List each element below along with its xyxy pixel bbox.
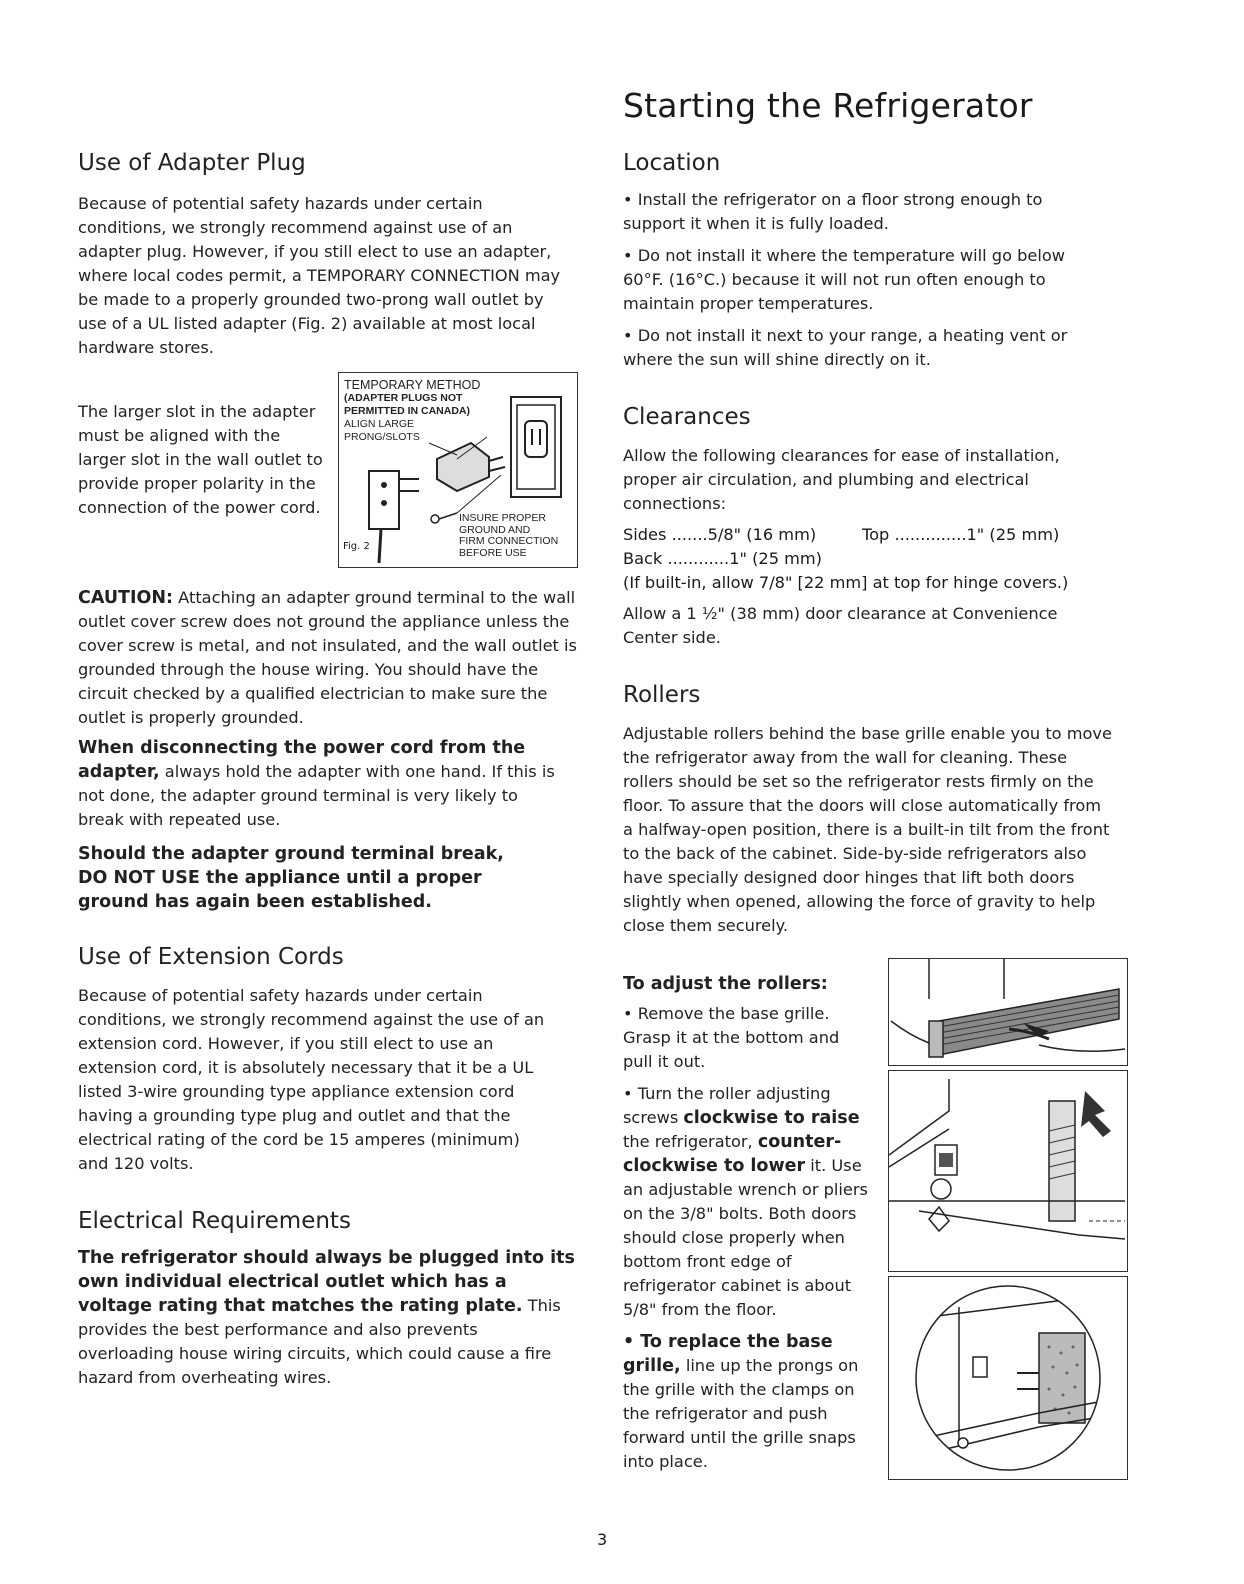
fig-line-align-large: ALIGN LARGE: [344, 418, 415, 430]
fig-label: Fig. 2: [343, 541, 370, 552]
disconnect-paragraph: [78, 736, 568, 832]
replace-bold: • To replace the base grille,: [623, 1332, 833, 1376]
replace-text: line up the prongs on the grille with the clamps on the refrigerator and push forward until the grille snaps into place.: [623, 1356, 859, 1471]
clearance-door: Allow a 1 ½" (38 mm) door clearance at Convenience Center side.: [623, 604, 1058, 647]
caution-paragraph: [78, 586, 578, 730]
caution-label: CAUTION:: [78, 588, 174, 608]
fig-line-before: BEFORE USE: [459, 546, 527, 559]
fig-line-ground: GROUND AND: [459, 523, 531, 536]
clearance-sides: Sides .......5/8" (16 mm): [623, 525, 817, 544]
fig-line-insure: INSURE PROPER: [459, 512, 546, 524]
location-heading: Location: [623, 150, 721, 176]
adapter-polarity-paragraph: The larger slot in the adapter must be aligned with the larger slot in the wall outlet to provide proper polarity in the connection of the power cord.: [78, 402, 323, 517]
electrical-heading: Electrical Requirements: [78, 1208, 351, 1234]
clearance-back: Back ............1" (25 mm): [623, 549, 822, 568]
fig-line-firm: FIRM CONNECTION: [459, 535, 559, 547]
adjust-rollers-heading: To adjust the rollers:: [623, 974, 828, 994]
location-bullet-2: • Do not install it where the temperature will go below 60°F. (16°C.) because it will not run often enough to maintain proper temperatures.: [623, 246, 1065, 313]
fig-line-prong-slots: PRONG/SLOTS: [344, 431, 420, 443]
grille-replace-figure: [888, 1276, 1128, 1480]
adapter-paragraph: Because of potential safety hazards under certain conditions, we strongly recommend against use of an adapter plug. However, if you still elect to use an adapter, where local codes permit, a TEMPORARY CONNECTION may be made to a properly grounded two-prong wall outlet by use of a UL listed adapter (Fig. 2) available at most local hardware stores.: [78, 194, 561, 357]
turn-text-d: it. Use an adjustable wrench or pliers on the 3/8" bolts. Both doors should close properly when bottom front edge of refrigerator cabinet is about 5/8" from the floor.: [623, 1156, 868, 1319]
electrical-text: This provides the best performance and also prevents overloading house wiring circuits, which could cause a fire hazard from overheating wires.: [78, 1296, 561, 1387]
extension-paragraph: Because of potential safety hazards under certain conditions, we strongly recommend against the use of an extension cord. However, if you still elect to use an extension cord, it is absolutely necessary that it be a UL listed 3-wire grounding type appliance extension cord having a grounding type plug and outlet and that the electrical rating of the cord be 15 amperes (minimum) and 120 volts.: [78, 986, 545, 1173]
fig-ground-text: [459, 513, 558, 559]
page-title: Starting the Refrigerator: [623, 86, 1033, 125]
clearances-intro: Allow the following clearances for ease of installation, proper air circulation, and plumbing and electrical connections:: [623, 446, 1060, 513]
roller-screw-illustration: [889, 1071, 1127, 1271]
grille-removal-figure: [888, 958, 1128, 1066]
turn-bold-lower: counter-clockwise to lower: [623, 1132, 842, 1176]
turn-text-a: • Turn the roller adjusting screws: [623, 1084, 831, 1127]
clearances-heading: Clearances: [623, 404, 751, 430]
clearance-top: Top ..............1" (25 mm): [862, 525, 1060, 544]
adapter-heading: Use of Adapter Plug: [78, 150, 306, 176]
electrical-paragraph: [78, 1246, 578, 1390]
rollers-paragraph: Adjustable rollers behind the base grille enable you to move the refrigerator away from the wall for cleaning. These rollers should be set so the refrigerator rests firmly on the floor. To assure that the doors will close automatically from a halfway-open position, there is a built-in tilt from the front to the back of the cabinet. Side-by-side refrigerators also have specially designed door hinges that lift both doors slightly when opened, allowing the force of gravity to help close them securely.: [623, 724, 1112, 935]
clearance-builtin: (If built-in, allow 7/8" [22 mm] at top for hinge covers.): [623, 573, 1069, 592]
caution-text: Attaching an adapter ground terminal to the wall outlet cover screw does not ground the appliance unless the cover screw is metal, and not insulated, and the wall outlet is grounded through the house wiring. You should have the circuit checked by a qualified electrician to make sure the outlet is properly grounded.: [78, 588, 577, 727]
fig-text: [344, 379, 480, 444]
roller-screw-figure: [888, 1070, 1128, 1272]
fig-line-adapter-plugs: (ADAPTER PLUGS NOT: [344, 392, 463, 404]
roller-step-remove: • Remove the base grille. Grasp it at the bottom and pull it out.: [623, 1004, 840, 1071]
disconnect-text: always hold the adapter with one hand. If this is not done, the adapter ground terminal is very likely to break with repeated use.: [78, 762, 555, 829]
fig-line-temporary-method: TEMPORARY METHOD: [344, 378, 481, 392]
disconnect-bold: When disconnecting the power cord from the adapter,: [78, 738, 526, 782]
location-bullet-3: • Do not install it next to your range, a heating vent or where the sun will shine directly on it.: [623, 326, 1068, 369]
adapter-figure: [338, 372, 578, 568]
fig-line-canada: PERMITTED IN CANADA): [344, 405, 470, 417]
location-bullet-1: • Install the refrigerator on a floor strong enough to support it when it is fully loaded.: [623, 190, 1043, 233]
grille-removal-illustration: [889, 959, 1127, 1065]
roller-step-replace: [623, 1330, 883, 1474]
grille-replace-illustration: [889, 1277, 1127, 1479]
rollers-heading: Rollers: [623, 682, 701, 708]
extension-heading: Use of Extension Cords: [78, 944, 344, 970]
roller-step-turn: [623, 1082, 883, 1322]
page-number: 3: [597, 1530, 608, 1549]
break-warning: Should the adapter ground terminal break, DO NOT USE the appliance until a proper ground has again been established.: [78, 844, 504, 912]
electrical-bold: The refrigerator should always be plugged into its own individual electrical outlet which has a voltage rating that matches the rating plate.: [78, 1248, 575, 1316]
turn-bold-raise: clockwise to raise: [683, 1108, 860, 1128]
turn-text-c: the refrigerator,: [623, 1132, 758, 1151]
